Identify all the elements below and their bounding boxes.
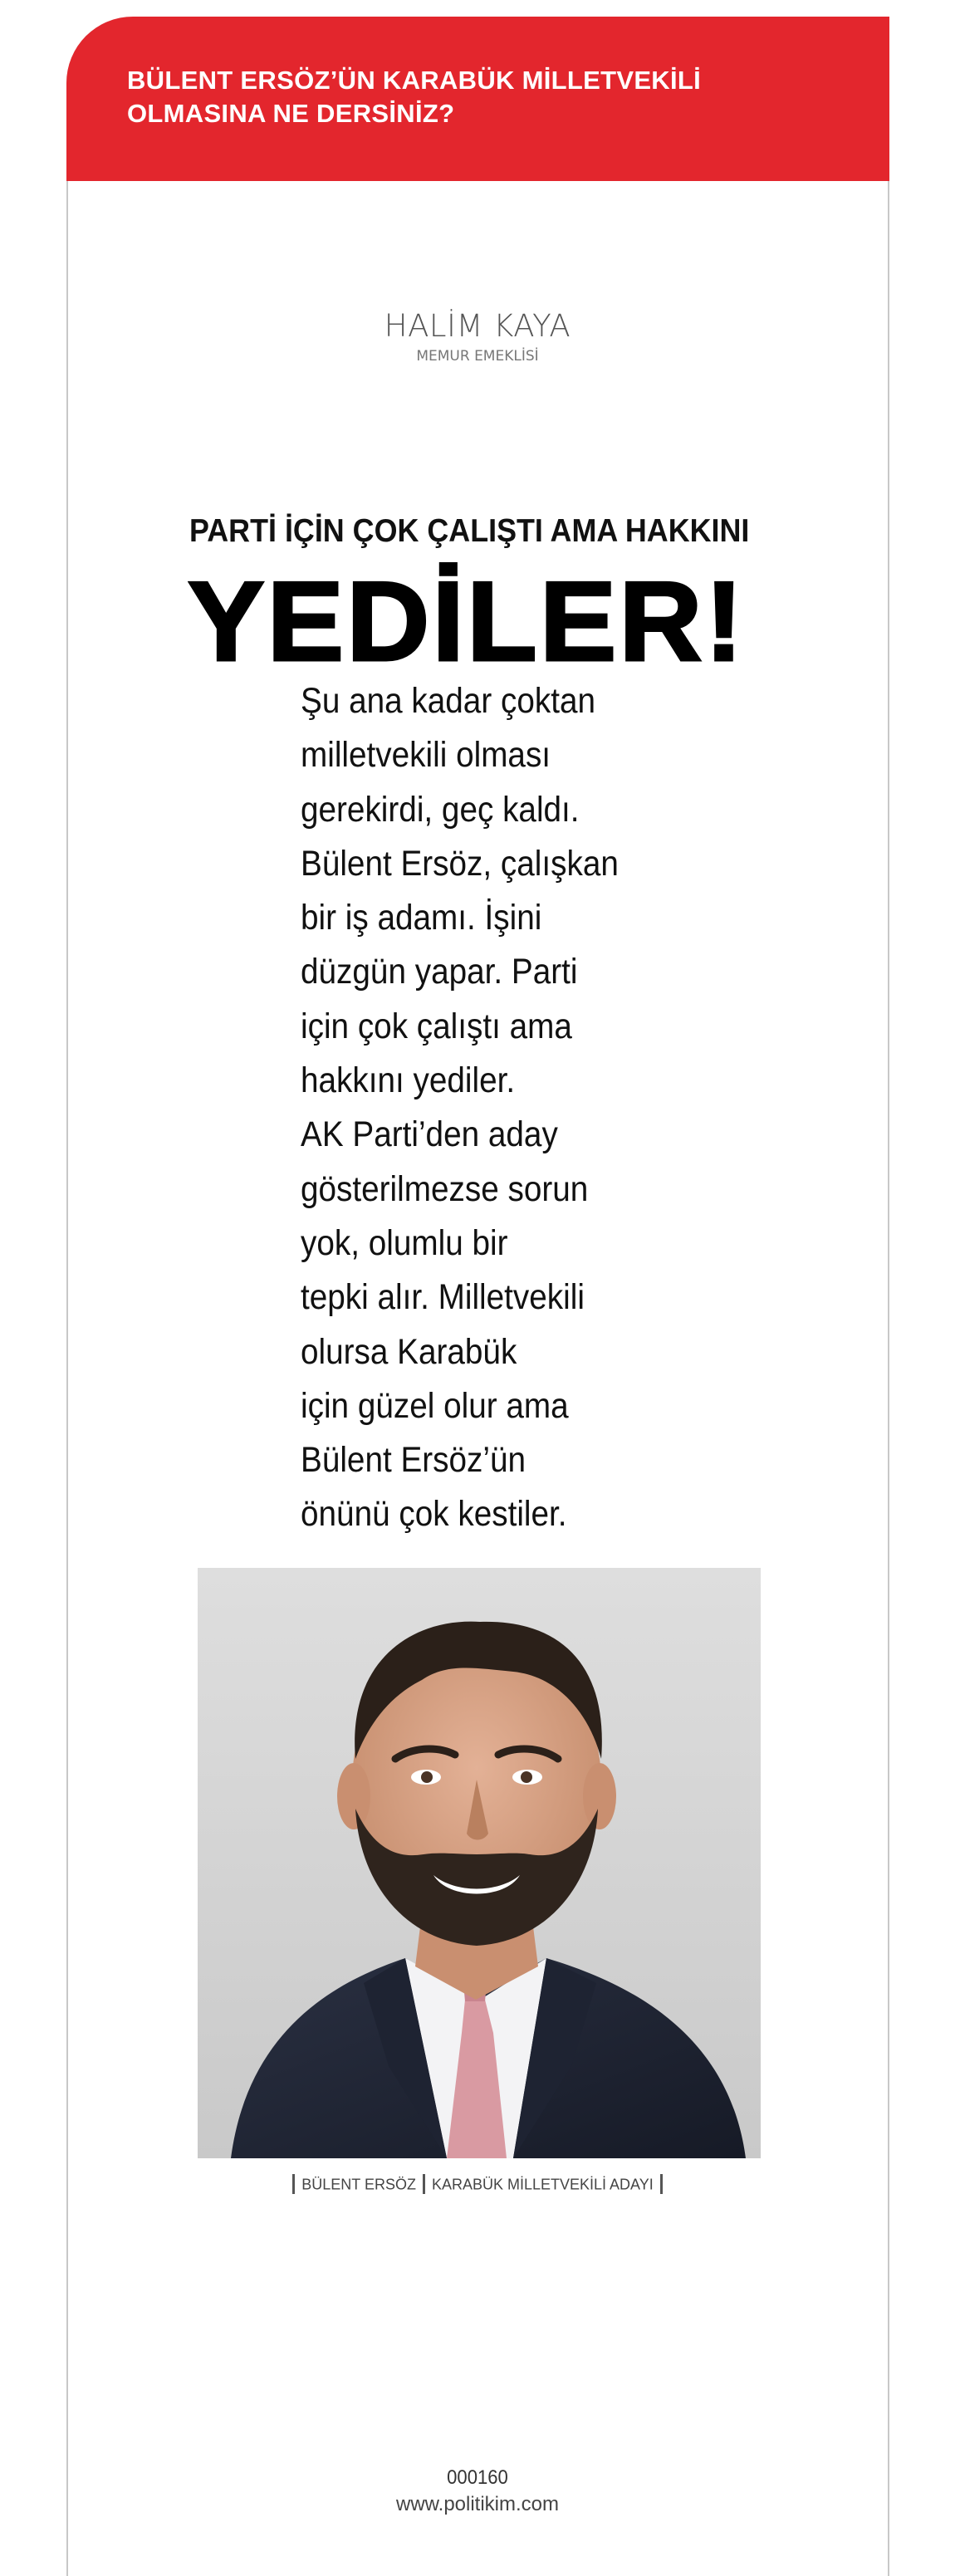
body-line: önünü çok kestiler. bbox=[301, 1494, 567, 1535]
body-line: Bülent Ersöz’ün bbox=[301, 1440, 526, 1481]
article-headline: YEDİLER! bbox=[188, 558, 746, 684]
body-line: bir iş adamı. İşini bbox=[301, 898, 542, 938]
body-line: hakkını yediler. bbox=[301, 1060, 516, 1101]
portrait-illustration bbox=[198, 1568, 761, 2158]
footer-code: 000160 bbox=[447, 2466, 508, 2489]
body-line: AK Parti’den aday bbox=[301, 1114, 558, 1155]
body-line: gösterilmezse sorun bbox=[301, 1168, 589, 1209]
portrait-photo bbox=[198, 1568, 761, 2158]
body-line: yok, olumlu bir bbox=[301, 1222, 508, 1263]
caption-divider bbox=[423, 2174, 425, 2194]
author-block bbox=[0, 307, 955, 365]
author-role: MEMUR EMEKLİSİ bbox=[416, 348, 539, 365]
header-title: BÜLENT ERSÖZ’ÜN KARABÜK MİLLETVEKİLİ OLMASINA NE DERSİNİZ? bbox=[127, 66, 702, 128]
body-line: tepki alır. Milletvekili bbox=[301, 1277, 585, 1318]
article-body bbox=[301, 674, 649, 1542]
photo-caption bbox=[0, 2171, 955, 2196]
caption-divider bbox=[292, 2174, 295, 2194]
caption-title: KARABÜK MİLLETVEKİLİ ADAYI bbox=[431, 2176, 654, 2193]
body-line: gerekirdi, geç kaldı. bbox=[301, 789, 580, 830]
body-line: Şu ana kadar çoktan bbox=[301, 681, 595, 721]
article-kicker: PARTİ İÇİN ÇOK ÇALIŞTI AMA HAKKINI bbox=[189, 513, 750, 549]
header-banner bbox=[66, 17, 889, 181]
caption-name: BÜLENT ERSÖZ bbox=[301, 2176, 416, 2193]
body-line: için çok çalıştı ama bbox=[301, 1006, 572, 1046]
body-line: için güzel olur ama bbox=[301, 1385, 569, 1426]
body-line: olursa Karabük bbox=[301, 1331, 517, 1372]
body-line: Bülent Ersöz, çalışkan bbox=[301, 843, 619, 884]
caption-divider bbox=[660, 2174, 663, 2194]
author-name: HALİM KAYA bbox=[384, 308, 571, 344]
body-line: düzgün yapar. Parti bbox=[301, 952, 578, 992]
body-line: milletvekili olması bbox=[301, 735, 551, 776]
footer-url: www.politikim.com bbox=[395, 2493, 560, 2515]
footer bbox=[0, 2465, 955, 2518]
